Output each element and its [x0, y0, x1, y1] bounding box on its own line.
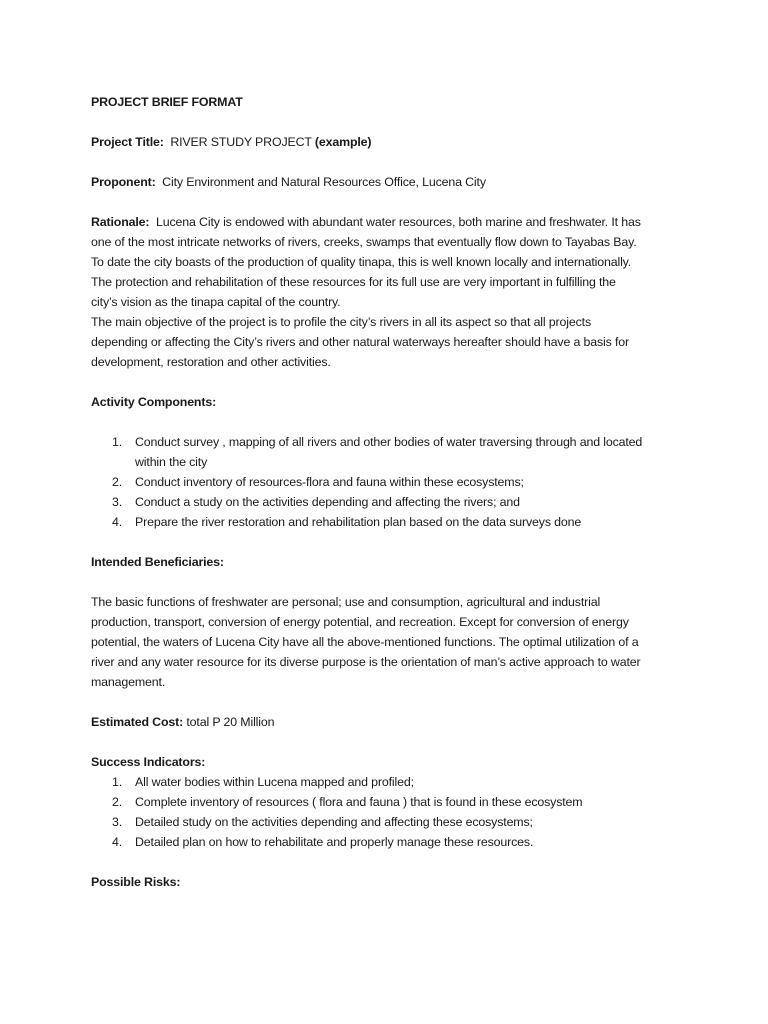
- list-item: [91, 772, 681, 792]
- proponent-line: [91, 172, 681, 192]
- project-title-suffix: (example): [314, 135, 372, 149]
- list-item-text: Detailed study on the activities depending and affecting these ecosystems;: [135, 815, 533, 829]
- list-item-text: Conduct a study on the activities depending and affecting the rivers; and: [135, 495, 520, 509]
- estimated-cost-value: total P 20 Million: [186, 715, 275, 729]
- list-number: 1.: [112, 775, 123, 789]
- rationale-line: The protection and rehabilitation of these resources for its full use are very important in fulfilling the: [91, 275, 616, 289]
- list-item: [91, 432, 681, 472]
- document-page: [91, 92, 681, 892]
- list-item-text: Prepare the river restoration and rehabilitation plan based on the data surveys done: [135, 515, 582, 529]
- rationale-line: city’s vision as the tinapa capital of the country.: [91, 295, 341, 309]
- activity-components-list: [91, 432, 681, 532]
- list-number: 3.: [112, 495, 123, 509]
- rationale-section: [91, 212, 681, 372]
- list-number: 1.: [112, 435, 123, 449]
- list-item-text: within the city: [135, 455, 208, 469]
- list-item: [91, 512, 681, 532]
- list-item: [91, 472, 681, 492]
- beneficiaries-line: potential, the waters of Lucena City have all the above-mentioned functions. The optimal utilization of a: [91, 635, 639, 649]
- list-item: [91, 792, 681, 812]
- rationale-line: The main objective of the project is to profile the city’s rivers in all its aspect so that all projects: [91, 315, 591, 329]
- estimated-cost-line: [91, 712, 681, 732]
- list-number: 4.: [112, 835, 123, 849]
- rationale-line: To date the city boasts of the production of quality tinapa, this is well known locally and internationally.: [91, 255, 632, 269]
- activity-components-heading: Activity Components:: [91, 395, 217, 409]
- list-item-text: Conduct survey , mapping of all rivers and other bodies of water traversing through and located: [135, 435, 643, 449]
- list-item: [91, 832, 681, 852]
- rationale-line: one of the most intricate networks of rivers, creeks, swamps that eventually flow down to Tayabas Bay.: [91, 235, 637, 249]
- list-item: [91, 492, 681, 512]
- success-indicators-list: [91, 772, 681, 852]
- rationale-line: development, restoration and other activities.: [91, 355, 331, 369]
- beneficiaries-line: The basic functions of freshwater are personal; use and consumption, agricultural and industrial: [91, 595, 601, 609]
- list-number: 2.: [112, 795, 123, 809]
- list-item-text: Complete inventory of resources ( flora and fauna ) that is found in these ecosystem: [135, 795, 583, 809]
- rationale-text: Lucena City is endowed with abundant water resources, both marine and freshwater. It has: [156, 215, 641, 229]
- intended-beneficiaries-text: [91, 592, 681, 692]
- list-number: 2.: [112, 475, 123, 489]
- success-indicators-heading: Success Indicators:: [91, 755, 206, 769]
- list-item: [91, 812, 681, 832]
- beneficiaries-line: management.: [91, 675, 166, 689]
- project-title-value: RIVER STUDY PROJECT: [170, 135, 312, 149]
- list-number: 3.: [112, 815, 123, 829]
- proponent-value: City Environment and Natural Resources Office, Lucena City: [162, 175, 486, 189]
- project-title-label: Project Title:: [91, 135, 164, 149]
- beneficiaries-line: production, transport, conversion of energy potential, and recreation. Except for conversion of energy: [91, 615, 629, 629]
- list-item-text: Conduct inventory of resources-flora and fauna within these ecosystems;: [135, 475, 524, 489]
- list-item-text: Detailed plan on how to rehabilitate and properly manage these resources.: [135, 835, 534, 849]
- document-heading: PROJECT BRIEF FORMAT: [91, 95, 243, 109]
- list-number: 4.: [112, 515, 123, 529]
- estimated-cost-label: Estimated Cost:: [91, 715, 184, 729]
- project-title-line: [91, 132, 681, 152]
- beneficiaries-line: river and any water resource for its diverse purpose is the orientation of man’s active approach to water: [91, 655, 641, 669]
- possible-risks-heading: Possible Risks:: [91, 875, 181, 889]
- rationale-label: Rationale:: [91, 215, 150, 229]
- intended-beneficiaries-heading: Intended Beneficiaries:: [91, 555, 224, 569]
- rationale-line: [91, 212, 681, 232]
- list-item-text: All water bodies within Lucena mapped and profiled;: [135, 775, 414, 789]
- rationale-line: depending or affecting the City’s rivers and other natural waterways hereafter should have a basis for: [91, 335, 630, 349]
- proponent-label: Proponent:: [91, 175, 156, 189]
